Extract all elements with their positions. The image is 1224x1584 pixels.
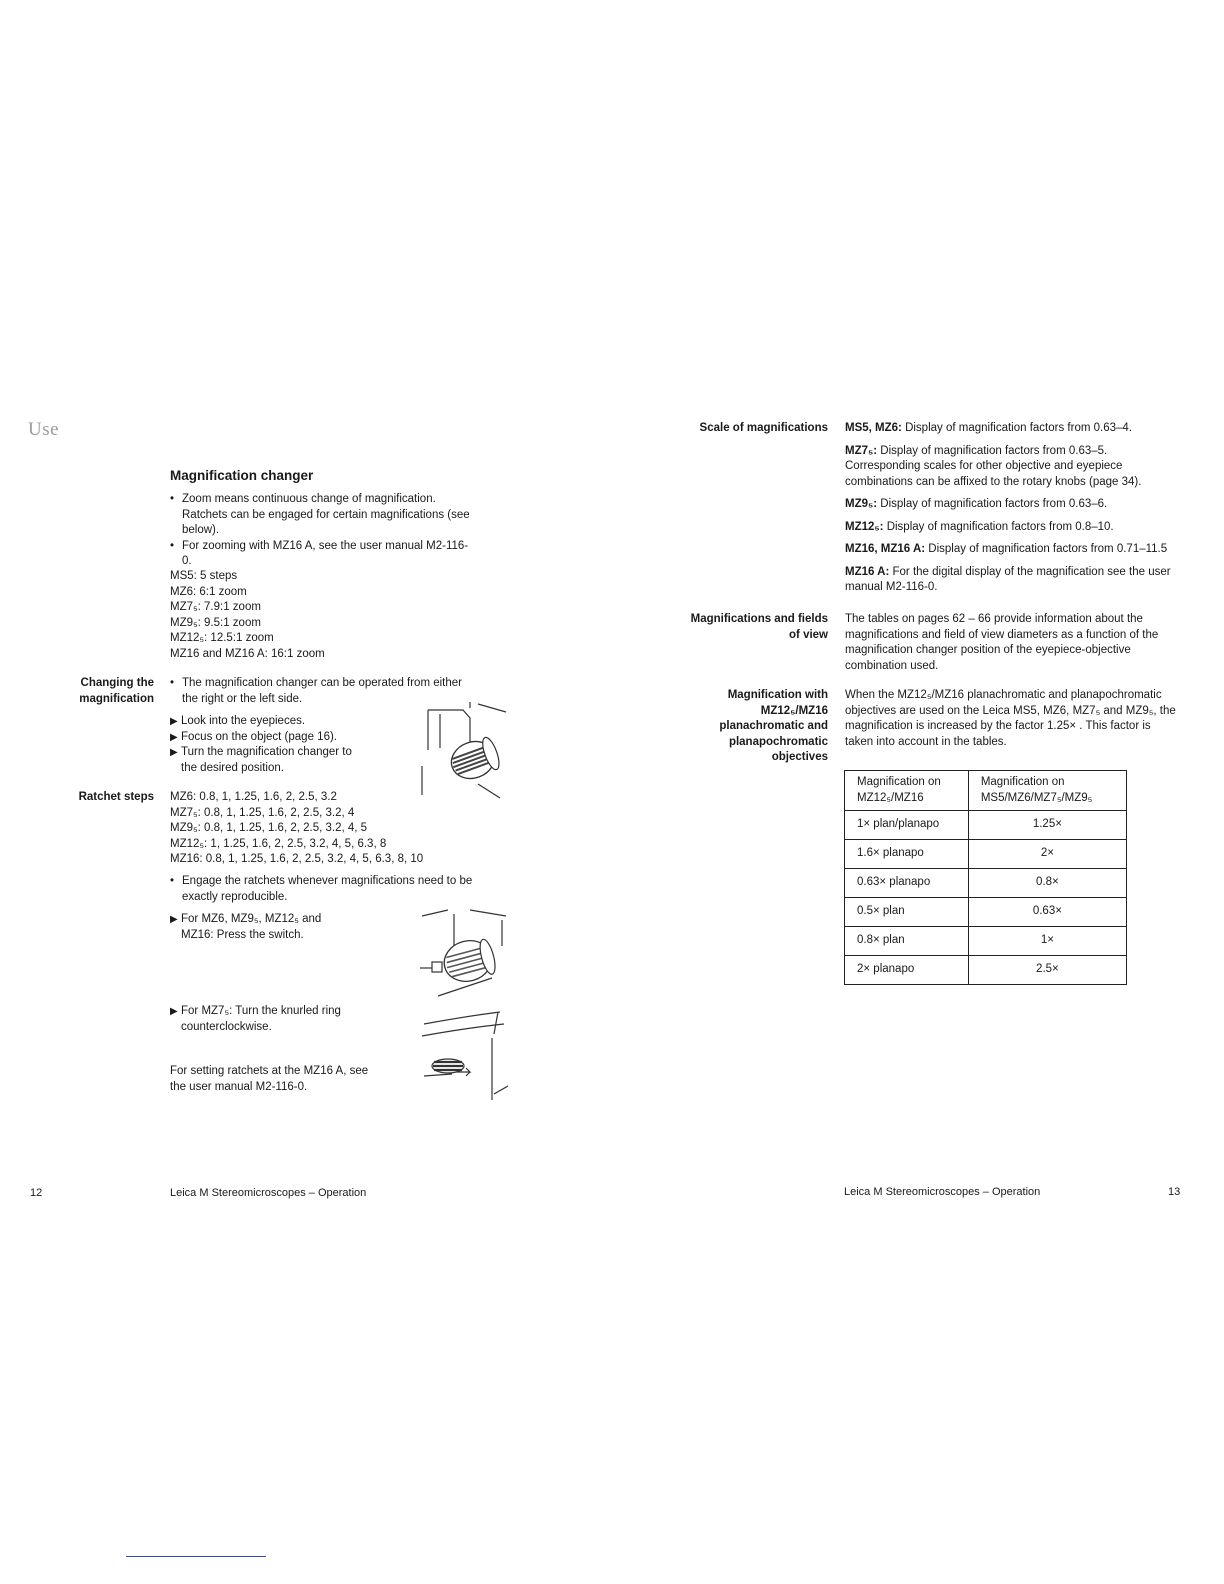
step-switch-block <box>170 912 355 943</box>
table-cell: 1× plan/planapo <box>845 811 969 840</box>
magnification-changer-heading: Magnification changer <box>170 468 314 483</box>
knob-illustration <box>418 700 508 800</box>
table-header-row <box>845 771 1127 811</box>
right-footer-title: Leica M Stereomicroscopes – Operation <box>844 1186 1041 1198</box>
bottom-rule <box>126 1556 266 1557</box>
triangle-right-icon: ▶ <box>170 716 178 727</box>
ratchet-list <box>170 790 423 868</box>
table-cell: 0.8× <box>968 869 1126 898</box>
magnification-table <box>844 770 1127 985</box>
fields-text: The tables on pages 62 – 66 provide information about the magnifications and field of view diameters as a function of the magnification changer position of the eyepiece-objective combination used. <box>845 613 1159 672</box>
table-cell: 1.6× planapo <box>845 840 969 869</box>
table-row <box>845 840 1127 869</box>
scale-item: MS5, MZ6: Display of magnification factors from 0.63–4. <box>845 422 1132 434</box>
table-row <box>845 927 1127 956</box>
table-row <box>845 869 1127 898</box>
left-page-number: 12 <box>30 1187 43 1199</box>
zoom-list-item: MZ7₅: 7.9:1 zoom <box>170 601 261 613</box>
scale-item: MZ16, MZ16 A: Display of magnification factors from 0.71–11.5 <box>845 543 1168 555</box>
table-row <box>845 898 1127 927</box>
intro-bullet-1: • Zoom means continuous change of magnification. Ratchets can be engaged for certain magnifications (see below). <box>170 492 470 539</box>
step-switch: ▶ For MZ6, MZ9₅, MZ12₅ and MZ16: Press the switch. <box>170 913 322 941</box>
step-look: ▶ Look into the eyepieces. <box>170 714 355 730</box>
table-cell: 0.8× plan <box>845 927 969 956</box>
plan-text: When the MZ12₅/MZ16 planachromatic and planapochromatic objectives are used on the Leica MS5, MZ6, MZ7₅ and MZ9₅, the magnification is increased by the factor 1.25× . This factor is taken into account in the tables. <box>845 689 1176 748</box>
ratchet-list-item: MZ6: 0.8, 1, 1.25, 1.6, 2, 2.5, 3.2 <box>170 791 337 803</box>
table-cell: 1× <box>968 927 1126 956</box>
step-ring: ▶ For MZ7₅: Turn the knurled ring counterclockwise. <box>170 1005 341 1033</box>
table-cell: 2× planapo <box>845 956 969 985</box>
ratchet-list-item: MZ12₅: 1, 1.25, 1.6, 2, 2.5, 3.2, 4, 5, 6.3, 8 <box>170 837 387 850</box>
step-turn: ▶ Turn the magnification changer to the desired position. <box>170 746 352 774</box>
ratchet-label: Ratchet steps <box>78 791 154 803</box>
zoom-list-item: MZ16 and MZ16 A: 16:1 zoom <box>170 647 325 660</box>
left-footer-title: Leica M Stereomicroscopes – Operation <box>170 1187 367 1199</box>
table-header-cell: Magnification on MZ12₅/MZ16 <box>845 771 969 811</box>
ratchet-list-item: MZ16: 0.8, 1, 1.25, 1.6, 2, 2.5, 3.2, 4, 5, 6.3, 8, 10 <box>170 853 424 865</box>
ratchet-bullets <box>170 874 490 905</box>
step-ring-block <box>170 1004 355 1035</box>
intro-bullet-2: • For zooming with MZ16 A, see the user manual M2-116-0. <box>170 539 470 570</box>
intro-bullets <box>170 492 470 570</box>
scale-items <box>845 421 1185 603</box>
zoom-list-item: MZ9₅: 9.5:1 zoom <box>170 616 261 629</box>
changing-steps <box>170 714 355 776</box>
changing-bullet: • The magnification changer can be operated from either the right or the left side. <box>170 676 480 707</box>
table-row <box>845 956 1127 985</box>
table-cell: 1.25× <box>968 811 1126 840</box>
zoom-list-item: MS5: 5 steps <box>170 570 238 582</box>
ratchet-bullet: • Engage the ratchets whenever magnifications need to be exactly reproducible. <box>170 874 490 905</box>
switch-illustration <box>418 906 508 1002</box>
ratchet-list-item: MZ7₅: 0.8, 1, 1.25, 1.6, 2, 2.5, 3.2, 4 <box>170 806 355 819</box>
triangle-right-icon: ▶ <box>170 731 178 743</box>
ratchet-note: For setting ratchets at the MZ16 A, see the user manual M2-116-0. <box>170 1065 369 1093</box>
table-cell: 0.63× <box>968 898 1126 927</box>
zoom-list <box>170 569 325 662</box>
table-header-cell: Magnification on MS5/MZ6/MZ7₅/MZ9₅ <box>968 771 1126 811</box>
scale-item: MZ16 A: For the digital display of the magnification see the user manual M2-116-0. <box>845 565 1171 593</box>
scale-item: MZ9₅: Display of magnification factors from 0.63–6. <box>845 498 1108 510</box>
zoom-list-item: MZ12₅: 12.5:1 zoom <box>170 632 274 644</box>
table-cell: 2× <box>968 840 1126 869</box>
table-cell: 0.63× planapo <box>845 869 969 898</box>
ratchet-list-item: MZ9₅: 0.8, 1, 1.25, 1.6, 2, 2.5, 3.2, 4, 5 <box>170 822 368 834</box>
triangle-right-icon: ▶ <box>170 1006 178 1017</box>
table-cell: 0.5× plan <box>845 898 969 927</box>
scale-item: MZ12₅: Display of magnification factors from 0.8–10. <box>845 520 1114 533</box>
scale-label: Scale of magnifications <box>699 422 828 434</box>
triangle-right-icon: ▶ <box>170 914 178 925</box>
right-page-number: 13 <box>1168 1186 1181 1198</box>
section-word: Use <box>28 419 60 440</box>
step-focus: ▶ Focus on the object (page 16). <box>170 730 355 746</box>
ring-illustration <box>418 1010 510 1108</box>
table-cell: 2.5× <box>968 956 1126 985</box>
table-row <box>845 811 1127 840</box>
plan-label: Magnification with MZ12₅/MZ16 planachromatic and planapochromatic objectives <box>719 689 828 763</box>
changing-label: Changing the magnification <box>79 677 154 705</box>
triangle-right-icon: ▶ <box>170 747 178 758</box>
scale-item: MZ7₅: Display of magnification factors from 0.63–5. Corresponding scales for other objective and eyepiece combinations can be affixed to the rotary knobs (page 34). <box>845 444 1142 488</box>
zoom-list-item: MZ6: 6:1 zoom <box>170 585 247 598</box>
fields-label: Magnifications and fields of view <box>690 613 828 641</box>
